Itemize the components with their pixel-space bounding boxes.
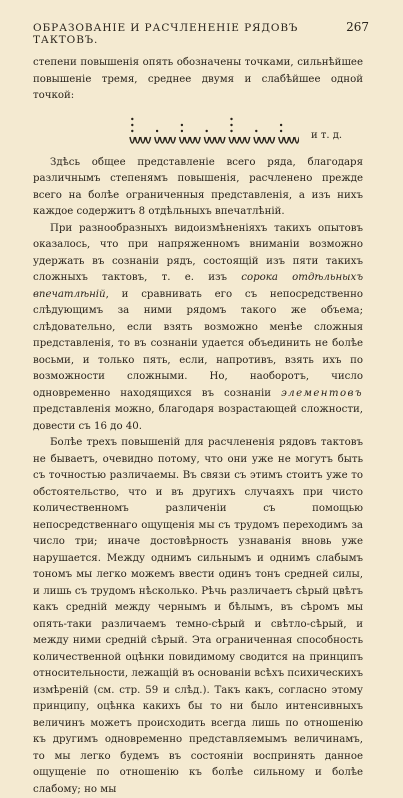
beat-arc	[130, 137, 135, 143]
beat-arc	[240, 137, 245, 143]
beat-arc	[229, 137, 234, 143]
paragraph-2-emphasis-2: элементовъ	[281, 387, 363, 399]
running-title: ОБРАЗОВАНІЕ И РАСЧЛЕНЕНІЕ РЯДОВЪ ТАКТОВЪ.	[33, 22, 299, 46]
beat-arc	[180, 137, 185, 143]
rhythm-figure	[129, 105, 299, 151]
accent-dot	[230, 117, 232, 119]
running-header	[33, 20, 369, 46]
beat-arc	[141, 137, 146, 143]
beat-arc	[146, 137, 151, 143]
paragraph-1: Здѣсь общее представленіе всего ряда, благодаря различнымъ степенямъ повышенія, расчленено прежде всего на болѣе ограниченныя представленія, а изъ нихъ каждое содержитъ 8 отдѣльныхъ впечатлѣній.	[33, 156, 363, 217]
accent-dot	[131, 117, 133, 119]
beat-arc	[265, 137, 270, 143]
beat-arc	[220, 137, 225, 143]
beat-arc	[171, 137, 176, 143]
beat-arc	[270, 137, 275, 143]
beat-arc	[215, 137, 220, 143]
accent-dot	[181, 129, 183, 131]
paragraph-3: Болѣе трехъ повышеній для расчлененія рядовъ тактовъ не бываетъ, очевидно потому, что они уже не могутъ быть съ точностью различаемы. Въ связи съ этимъ стоитъ уже то обстоятельство, что и въ другихъ случаяхъ при чисто количественномъ различеніи съ помощью непосредственнаго ощущенія мы съ трудомъ переходимъ за число три; иначе достовѣрность узнаванія вновь уже нарушается. Между однимъ сильнымъ и однимъ слабымъ тономъ мы легко можемъ ввести одинъ тонъ средней силы, и лишь съ трудомъ нѣсколько. Рѣчь различаетъ сѣрый цвѣтъ какъ средній между чернымъ и бѣлымъ, въ сѣромъ мы опять-таки различаемъ темно-сѣрый и свѣтло-сѣрый, и между ними средній сѣрый. Эта ограниченная способность количественной оцѣнки повидимому сводится на принципъ относительности, лежащій въ основаніи всѣхъ психическихъ измѣреній (см. стр. 59 и слѣд.). Такъ какъ, согласно этому принципу, оцѣнка какихъ бы то ни было интенсивныхъ величинъ можетъ происходить всегда лишь по отношенію къ другимъ одновременно представляемымъ величинамъ, то мы легко будемъ въ состояніи воспринять данное ощущеніе по отношенію къ болѣе сильному и болѣе слабому; но мы	[33, 437, 363, 795]
beat-arc	[295, 137, 299, 143]
beat-arc	[135, 137, 140, 143]
accent-dot	[230, 123, 232, 125]
beat-arc	[254, 137, 259, 143]
beat-arc	[259, 137, 264, 143]
beat-arc	[165, 137, 170, 143]
beat-arc	[190, 137, 195, 143]
accent-dot	[206, 129, 208, 131]
rhythm-notation	[129, 105, 363, 151]
beat-arc	[196, 137, 201, 143]
accent-dot	[131, 129, 133, 131]
beat-arc	[155, 137, 160, 143]
accent-dot	[255, 129, 257, 131]
paragraph-2-part-3: представленія можно, благодаря возрастающей сложности, довести съ 16 до 40.	[33, 404, 363, 432]
beat-arc	[235, 137, 240, 143]
page-number: 267	[346, 20, 369, 34]
notation-etc: и т. д.	[311, 129, 343, 141]
beat-arc	[204, 137, 209, 143]
accent-dot	[280, 123, 282, 125]
beat-arc	[210, 137, 215, 143]
paragraph-2-part-2: , и сравнивать его съ непосредственно слѣдующимъ за ними рядомъ такого же объема; слѣдовательно, если взять возможно менѣе сложныя представленія, то въ сознаніи удается объединить не болѣе восьми, и только пять, если, напротивъ, взять ихъ по возможности сложными. Но, наоборотъ, число одновременно находящихся въ сознаніи	[33, 288, 363, 399]
accent-dot	[280, 129, 282, 131]
paragraph-2	[33, 221, 363, 436]
beat-arc	[284, 137, 289, 143]
accent-dot	[230, 129, 232, 131]
opening-paragraph: степени повышенія опять обозначены точками, сильнѣйшее повышеніе тремя, среднее двумя и слабѣйшее одной точкой:	[33, 57, 363, 101]
beat-arc	[289, 137, 294, 143]
paragraph-2-part-1: При разнообразныхъ видоизмѣненіяхъ такихъ опытовъ оказалось, что при напряженномъ вниманіи возможно удержать въ сознаніи рядъ, состоящій изъ пяти такихъ сложныхъ тактовъ, т. е. изъ	[33, 222, 363, 283]
beat-arc	[245, 137, 250, 143]
accent-dot	[156, 129, 158, 131]
accent-dot	[181, 123, 183, 125]
paragraph-2-emphasis-1: сорока отдѣльныхъ впечатлѣній	[33, 272, 363, 300]
beat-arc	[279, 137, 284, 143]
beat-arc	[185, 137, 190, 143]
beat-arc	[160, 137, 165, 143]
accent-dot	[131, 123, 133, 125]
